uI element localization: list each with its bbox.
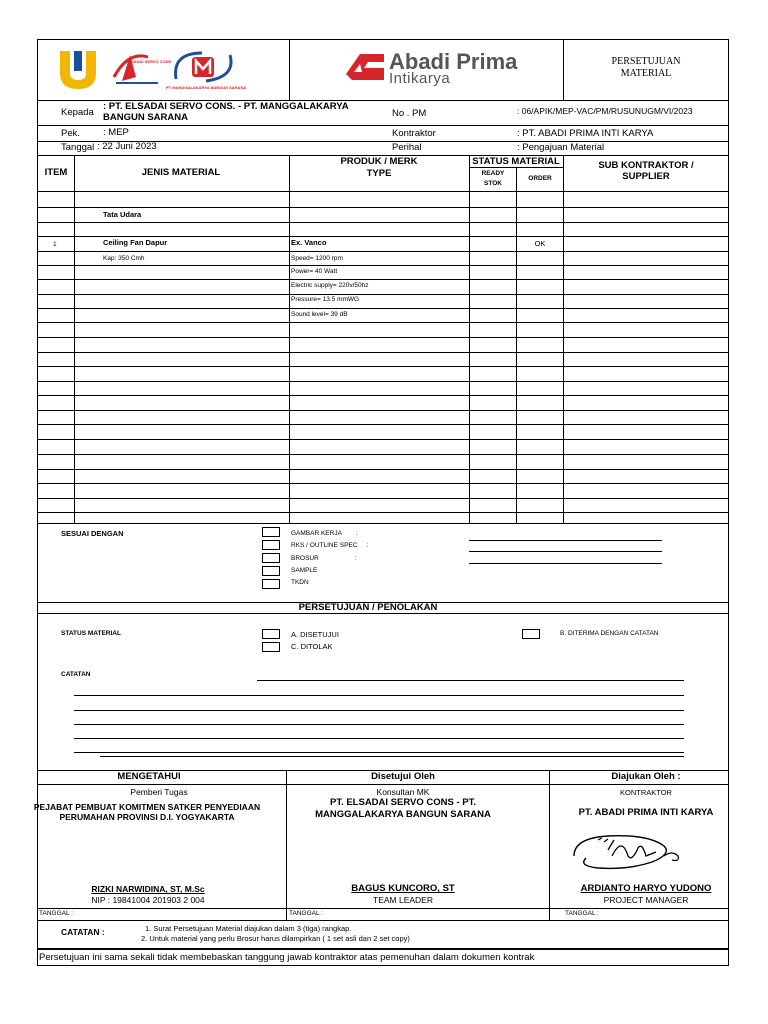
table-row-line xyxy=(37,424,729,425)
spec-sound: Sound level= 39 dB xyxy=(291,311,348,318)
item-spec: Kap: 350 Cmh xyxy=(103,255,145,262)
checkbox-ditolak[interactable] xyxy=(262,642,280,652)
sesuai-fill-line-1[interactable] xyxy=(469,540,662,541)
table-row-line xyxy=(37,308,729,309)
spec-power: Power= 40 Watt xyxy=(291,268,338,275)
col-ready-header: READY xyxy=(481,170,505,177)
sesuai-label: SESUAI DENGAN xyxy=(61,529,124,538)
mengetahui-role: Pemberi Tugas xyxy=(130,787,188,797)
catatan-line-3[interactable] xyxy=(74,710,684,711)
persetujuan-bottom-line xyxy=(37,613,729,614)
diajukan-title: Diajukan Oleh : xyxy=(611,771,681,782)
mengetahui-nip: NIP : 19841004 201903 2 004 xyxy=(91,895,205,905)
perihal-label: Perihal xyxy=(392,142,422,153)
brand-sub: Intikarya xyxy=(389,70,451,87)
col-stok-header: STOK xyxy=(484,180,502,187)
item-name: Ceiling Fan Dapur xyxy=(103,238,168,247)
signature-header-line xyxy=(37,784,729,785)
option-diterima-catatan: B. DITERIMA DENGAN CATATAN xyxy=(560,630,659,637)
disetujui-title: Disetujui Oleh xyxy=(371,771,435,782)
abadi-prima-logo-icon xyxy=(344,52,386,82)
kontraktor-label: Kontraktor xyxy=(392,128,436,139)
spec-electric: Electric supply= 220v/50hz xyxy=(291,282,369,289)
catatan-line-1[interactable] xyxy=(257,680,684,681)
col-sub-header: SUB KONTRAKTOR / xyxy=(598,160,694,171)
table-row-line xyxy=(37,381,729,382)
no-pm-label: No . PM xyxy=(392,108,427,119)
disetujui-tanggal: TANGGAL : xyxy=(289,910,323,917)
diajukan-name: ARDIANTO HARYO YUDONO xyxy=(580,883,712,894)
checkbox-tkdn[interactable] xyxy=(262,579,280,589)
signature-divider-2 xyxy=(549,770,550,920)
sesuai-fill-line-2[interactable] xyxy=(469,551,662,552)
catatan-line-6[interactable] xyxy=(74,752,684,753)
catatan-line-2[interactable] xyxy=(74,695,684,696)
diajukan-org: PT. ABADI PRIMA INTI KARYA xyxy=(578,807,714,818)
table-row-line xyxy=(37,222,729,223)
table-row-line xyxy=(37,207,729,208)
col-supplier-header: SUPPLIER xyxy=(622,171,670,182)
footer-catatan-label: CATATAN : xyxy=(61,927,105,937)
table-row-line xyxy=(37,191,729,192)
col-order-header: ORDER xyxy=(528,175,552,182)
item-order-status: OK xyxy=(534,239,546,248)
pek-label: Pek. xyxy=(61,128,81,139)
col-line-produk xyxy=(469,155,470,523)
catatan-line-4[interactable] xyxy=(74,724,684,725)
catatan-label: CATATAN xyxy=(61,671,91,678)
elsadai-logo-icon xyxy=(108,47,166,91)
table-row-line xyxy=(37,439,729,440)
doc-title-line2: MATERIAL xyxy=(620,68,672,79)
disetujui-position: TEAM LEADER xyxy=(373,895,433,905)
diajukan-tanggal: TANGGAL : xyxy=(565,910,599,917)
header-divider-1 xyxy=(289,39,290,101)
checkbox-diterima-catatan[interactable] xyxy=(522,629,540,639)
table-row-line xyxy=(37,279,729,280)
no-pm-value: : 06/APIK/MEP-VAC/PM/RUSUNUGM/VI/2023 xyxy=(517,106,693,116)
col-status-header: STATUS MATERIAL xyxy=(472,156,560,167)
sesuai-fill-line-3[interactable] xyxy=(469,563,662,564)
persetujuan-title: PERSETUJUAN / PENOLAKAN xyxy=(298,602,438,613)
kepada-value-line2: BANGUN SARANA xyxy=(103,112,188,123)
col-line-item xyxy=(74,155,75,523)
table-row-line xyxy=(37,352,729,353)
table-row-line xyxy=(37,251,729,252)
option-disetujui: A. DISETUJUI xyxy=(291,630,339,639)
table-row-line xyxy=(37,523,729,524)
sesuai-gambar-kerja: GAMBAR KERJA : xyxy=(291,530,358,537)
diajukan-role: KONTRAKTOR xyxy=(620,788,672,797)
col-line-jenis xyxy=(289,155,290,523)
sesuai-sample: SAMPLE xyxy=(291,567,318,574)
mengetahui-name: RIZKI NARWIDINA, ST, M.Sc xyxy=(91,884,205,894)
footer-note-1: 1. Surat Persetujuan Material diajukan dalam 3 (tiga) rangkap. xyxy=(145,924,352,933)
item-brand: Ex. Vanco xyxy=(291,238,327,247)
signature-bottom-line xyxy=(37,920,729,921)
footer-note-2: 2. Untuk material yang perlu Brosur harus dilampirkan ( 1 set asli dan 2 set copy) xyxy=(141,934,410,943)
pek-value: : MEP xyxy=(103,127,129,138)
table-row-line xyxy=(37,322,729,323)
col-produk-header: PRODUK / MERK xyxy=(340,156,418,167)
table-row-line xyxy=(37,337,729,338)
disetujui-org-line1: PT. ELSADAI SERVO CONS - PT. xyxy=(329,797,477,808)
kepada-value-line1: : PT. ELSADAI SERVO CONS. - PT. MANGGALAKARYA xyxy=(103,101,349,112)
brand-name: Abadi Prima xyxy=(389,49,518,74)
sesuai-rks: RKS / OUTLINE SPEC : xyxy=(291,542,369,549)
mengetahui-org-line1: PEJABAT PEMBUAT KOMITMEN SATKER PENYEDIAAN xyxy=(33,802,261,812)
table-row-line xyxy=(37,483,729,484)
table-row-line xyxy=(37,498,729,499)
checkbox-disetujui[interactable] xyxy=(262,629,280,639)
spec-pressure: Pressure= 13.5 mmWG xyxy=(291,296,360,303)
diajukan-position: PROJECT MANAGER xyxy=(603,895,689,905)
disetujui-org-line2: MANGGALAKARYA BANGUN SARANA xyxy=(315,809,491,820)
tanggal-label: Tanggal xyxy=(61,142,95,153)
perihal-value: : Pengajuan Material xyxy=(517,142,605,153)
table-row-line xyxy=(37,366,729,367)
signature-divider-1 xyxy=(286,770,287,920)
status-material-label: STATUS MATERIAL xyxy=(61,630,121,637)
option-ditolak: C. DITOLAK xyxy=(291,642,333,651)
mengetahui-org-line2: PERUMAHAN PROVINSI D.I. YOGYAKARTA xyxy=(59,812,235,822)
disetujui-name: BAGUS KUNCORO, ST xyxy=(351,883,455,894)
kontraktor-value: : PT. ABADI PRIMA INTI KARYA xyxy=(517,128,654,139)
table-row-line xyxy=(37,410,729,411)
pu-logo-icon xyxy=(56,47,102,93)
table-row-line xyxy=(37,512,729,513)
mbs-logo-icon xyxy=(166,47,240,87)
kepada-label: Kepada xyxy=(61,107,94,118)
header-divider-2 xyxy=(563,39,564,101)
catatan-line-7[interactable] xyxy=(100,756,684,757)
spec-speed: Speed= 1200 rpm xyxy=(291,255,343,262)
mengetahui-tanggal: TANGGAL : xyxy=(39,910,73,917)
col-jenis-header: JENIS MATERIAL xyxy=(141,167,221,178)
disetujui-role: Konsultan MK xyxy=(376,787,430,797)
table-row-line xyxy=(37,395,729,396)
col-line-order xyxy=(563,155,564,523)
section-label: Tata Udara xyxy=(103,210,142,219)
col-item-header: ITEM xyxy=(44,167,68,178)
sesuai-brosur: BROSUR : xyxy=(291,555,357,562)
doc-title-line1: PERSETUJUAN xyxy=(611,56,681,67)
elsadai-logo-text: ELSADAI SERVO CONS xyxy=(126,59,172,64)
mengetahui-title: MENGETAHUI xyxy=(117,771,181,782)
table-row-line xyxy=(37,469,729,470)
checkbox-sample[interactable] xyxy=(262,566,280,576)
checkbox-brosur[interactable] xyxy=(262,553,280,563)
table-row-line xyxy=(37,294,729,295)
table-row-line xyxy=(37,454,729,455)
table-row-line xyxy=(37,265,729,266)
catatan-line-5[interactable] xyxy=(74,738,684,739)
info-line-1 xyxy=(37,125,729,126)
tanggal-value: : 22 Juni 2023 xyxy=(97,141,157,152)
checkbox-gambar-kerja[interactable] xyxy=(262,527,280,537)
checkbox-rks[interactable] xyxy=(262,540,280,550)
mbs-logo-text: PT MANGGALAKARYA BANGUN SARANA xyxy=(166,85,247,90)
col-type-header: TYPE xyxy=(366,168,392,179)
signature-image xyxy=(568,826,688,876)
item-number: 1 xyxy=(53,241,57,248)
signature-tanggal-line xyxy=(37,908,729,909)
sesuai-tkdn: TKDN xyxy=(291,579,309,586)
disclaimer-text: Persetujuan ini sama sekali tidak membebaskan tanggung jawab kontraktor atas pemenuhan dalam dokumen kontrak xyxy=(39,952,535,963)
table-row-line xyxy=(37,236,729,237)
